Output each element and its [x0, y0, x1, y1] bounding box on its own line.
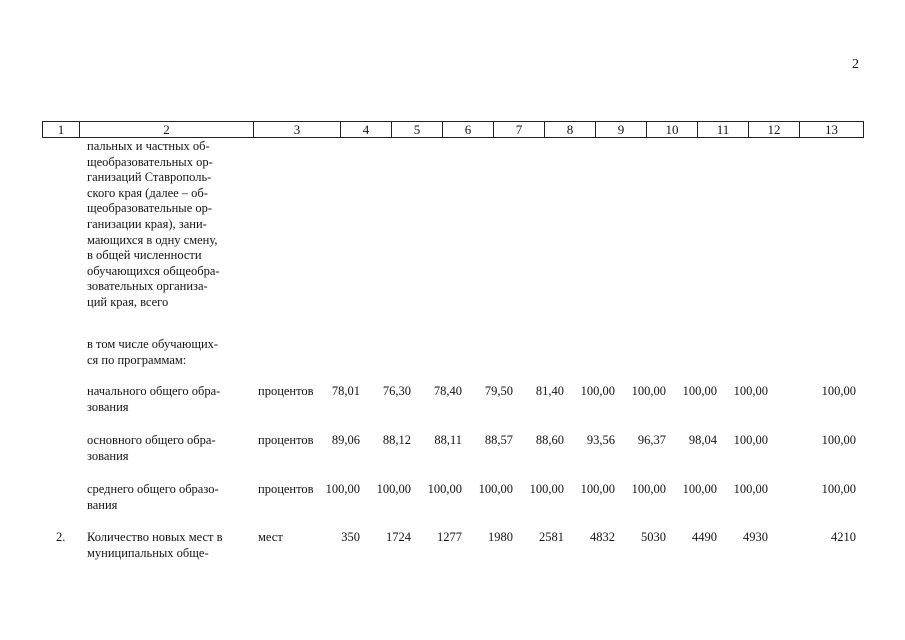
header-cell: 1: [43, 122, 80, 137]
header-cell: 9: [596, 122, 647, 137]
table-cell: 100,00: [580, 384, 615, 398]
header-cell: 8: [545, 122, 596, 137]
table-cell: 88,57: [484, 433, 513, 447]
header-cell: 11: [698, 122, 749, 137]
table-cell: 79,50: [484, 384, 513, 398]
table-cell: 88,12: [382, 433, 411, 447]
table-cell: 1724: [386, 530, 411, 544]
subheading: в том числе обучающих- ся по программам:: [87, 337, 219, 367]
indicator-description-continued: пальных и частных об- щеобразовательных ор- ганизаций Ставрополь- ского края (далее – об- щеобразовательные ор- ганизации края), зани- мающихся в одну смену, в общей численности обучающихся общеобра- зовательных организа- ций края, всего: [87, 139, 220, 309]
table-cell: 4832: [590, 530, 615, 544]
header-cell: 6: [443, 122, 494, 137]
table-row-unit: процентов: [258, 384, 314, 398]
header-cell: 3: [254, 122, 341, 137]
table-cell: 100,00: [580, 482, 615, 496]
table-cell: 78,01: [331, 384, 360, 398]
table-cell: 100,00: [478, 482, 513, 496]
table-cell: 100,00: [682, 384, 717, 398]
table-cell: 1980: [488, 530, 513, 544]
header-cell: 5: [392, 122, 443, 137]
table-cell: 88,11: [434, 433, 462, 447]
table-cell: 100,00: [427, 482, 462, 496]
table-cell: 350: [341, 530, 360, 544]
table-cell: 81,40: [535, 384, 564, 398]
table-cell: 78,40: [433, 384, 462, 398]
table-cell: 100,00: [631, 384, 666, 398]
table-row-description: Количество новых мест в муниципальных обще-: [87, 530, 223, 560]
table-cell: 100,00: [733, 482, 768, 496]
table-cell: 2581: [539, 530, 564, 544]
table-header-row: [42, 121, 864, 138]
table-cell: 5030: [641, 530, 666, 544]
table-cell: 100,00: [631, 482, 666, 496]
table-cell: 100,00: [682, 482, 717, 496]
table-cell: 93,56: [586, 433, 615, 447]
table-cell: 76,30: [382, 384, 411, 398]
table-cell: 1277: [437, 530, 462, 544]
table-row-description: основного общего обра- зования: [87, 433, 216, 463]
table-cell: 4490: [692, 530, 717, 544]
table-row-unit: процентов: [258, 482, 314, 496]
header-cell: 2: [80, 122, 254, 137]
header-cell: 12: [749, 122, 800, 137]
table-cell: 98,04: [688, 433, 717, 447]
table-cell: 88,60: [535, 433, 564, 447]
table-cell: 100,00: [821, 482, 856, 496]
header-cell: 7: [494, 122, 545, 137]
table-cell: 96,37: [637, 433, 666, 447]
table-cell: 4930: [743, 530, 768, 544]
page-number: 2: [852, 57, 859, 72]
table-row-description: среднего общего образо- вания: [87, 482, 219, 512]
table-row-number: 2.: [56, 530, 66, 544]
header-cell: 13: [825, 122, 838, 137]
header-cell: 10: [647, 122, 698, 137]
table-cell: 4210: [831, 530, 856, 544]
table-cell: 100,00: [733, 384, 768, 398]
table-cell: 100,00: [376, 482, 411, 496]
table-row-unit: мест: [258, 530, 283, 544]
table-cell: 100,00: [325, 482, 360, 496]
table-cell: 89,06: [331, 433, 360, 447]
header-cell: 4: [341, 122, 392, 137]
table-cell: 100,00: [529, 482, 564, 496]
table-row-unit: процентов: [258, 433, 314, 447]
table-cell: 100,00: [821, 433, 856, 447]
table-cell: 100,00: [733, 433, 768, 447]
table-cell: 100,00: [821, 384, 856, 398]
table-row-description: начального общего обра- зования: [87, 384, 221, 414]
